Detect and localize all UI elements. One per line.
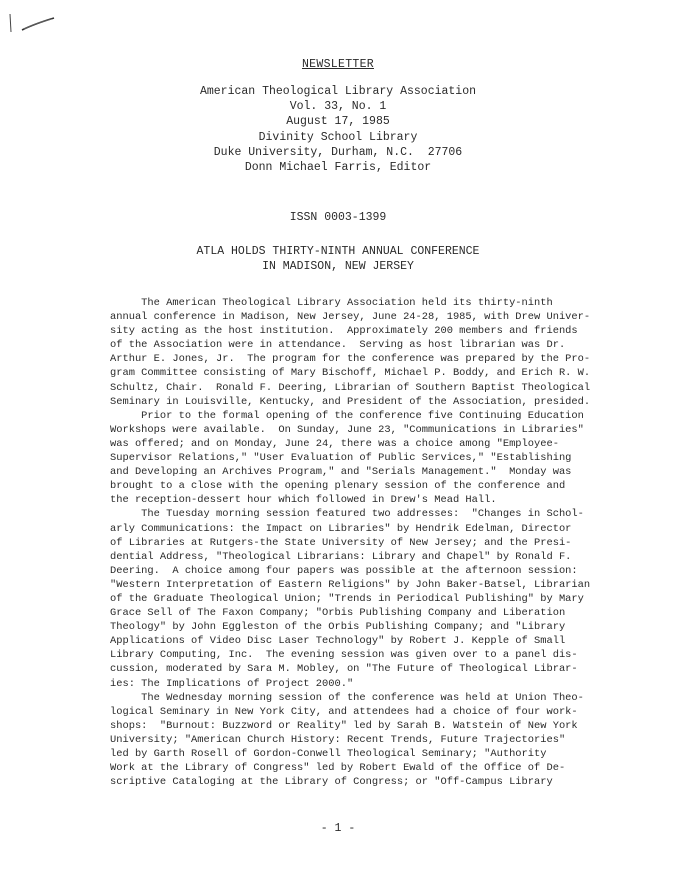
pen-stroke-mark bbox=[4, 10, 64, 40]
volume-number: Vol. 33, No. 1 bbox=[289, 100, 387, 114]
body-line: sity acting as the host institution. Approximately 200 members and friends bbox=[110, 325, 578, 338]
body-line: shops: "Burnout: Buzzword or Reality" led by Sarah B. Watstein of New York bbox=[110, 719, 578, 732]
body-line: Supervisor Relations," "User Evaluation of Public Services," "Establishing bbox=[110, 452, 572, 465]
body-line: logical Seminary in New York City, and attendees had a choice of four work- bbox=[110, 705, 578, 718]
article-headline bbox=[0, 244, 676, 274]
association-name: American Theological Library Association bbox=[199, 85, 477, 98]
body-line: scriptive Cataloging at the Library of Congress; or "Off-Campus Library bbox=[110, 776, 553, 789]
body-line: brought to a close with the opening plenary session of the conference and bbox=[110, 480, 566, 493]
body-line: Prior to the formal opening of the conference five Continuing Education bbox=[110, 409, 584, 422]
page-number: - 1 - bbox=[320, 822, 356, 835]
body-line: "Western Interpretation of Eastern Religions" by John Baker-Batsel, Librarian bbox=[110, 578, 591, 591]
library-name: Divinity School Library bbox=[258, 130, 418, 144]
body-line: The Wednesday morning session of the conference was held at Union Theo- bbox=[110, 691, 584, 704]
body-line: was offered; and on Monday, June 24, there was a choice among "Employee- bbox=[110, 437, 559, 450]
body-line: and Developing an Archives Program," and "Serials Management." Monday was bbox=[110, 466, 572, 479]
issue-date: August 17, 1985 bbox=[286, 115, 390, 129]
body-line: the reception-dessert hour which followed in Drew's Mead Hall. bbox=[110, 494, 497, 507]
body-line: arly Communications: the Impact on Libraries" by Hendrik Edelman, Director bbox=[110, 522, 572, 535]
body-line: ies: The Implications of Project 2000." bbox=[110, 677, 354, 690]
body-line: Work at the Library of Congress" led by Robert Ewald of the Office of De- bbox=[110, 762, 566, 775]
headline-line: IN MADISON, NEW JERSEY bbox=[262, 260, 414, 273]
body-line: of the Association were in attendance. Serving as host librarian was Dr. bbox=[110, 339, 566, 352]
body-line: Theology" by John Eggleston of the Orbis Publishing Company; and "Library bbox=[110, 621, 566, 634]
body-line: Grace Sell of The Faxon Company; "Orbis Publishing Company and Liberation bbox=[110, 607, 566, 620]
masthead bbox=[0, 84, 676, 175]
issn: ISSN 0003-1399 bbox=[289, 211, 387, 224]
body-line: Seminary in Louisville, Kentucky, and President of the Association, presided. bbox=[110, 395, 591, 408]
article-body bbox=[110, 296, 610, 789]
body-line: gram Committee consisting of Mary Bischoff, Michael P. Boddy, and Erich R. W. bbox=[110, 367, 591, 380]
body-line: The American Theological Library Association held its thirty-ninth bbox=[110, 297, 553, 309]
body-line: of Libraries at Rutgers-the State University of New Jersey; and the Presi- bbox=[110, 536, 572, 549]
body-line: University; "American Church History: Recent Trends, Future Trajectories" bbox=[110, 733, 566, 746]
body-line: The Tuesday morning session featured two addresses: "Changes in Schol- bbox=[110, 508, 584, 521]
body-line: of the Graduate Theological Union; "Trends in Periodical Publishing" by Mary bbox=[110, 592, 584, 605]
university-address: Duke University, Durham, N.C. 27706 bbox=[213, 145, 463, 159]
headline-line: ATLA HOLDS THIRTY-NINTH ANNUAL CONFERENCE bbox=[196, 245, 480, 258]
body-line: Schultz, Chair. Ronald F. Deering, Librarian of Southern Baptist Theological bbox=[110, 381, 591, 394]
body-line: Library Computing, Inc. The evening session was given over to a panel dis- bbox=[110, 649, 578, 662]
body-line: dential Address, "Theological Librarians: Library and Chapel" by Ronald F. bbox=[110, 550, 572, 563]
body-line: annual conference in Madison, New Jersey, June 24-28, 1985, with Drew Univer- bbox=[110, 311, 591, 324]
body-line: led by Garth Rosell of Gordon-Conwell Theological Seminary; "Authority bbox=[110, 748, 547, 760]
body-line: Deering. A choice among four papers was possible at the afternoon session: bbox=[110, 564, 578, 577]
body-line: cussion, moderated by Sara M. Mobley, on "The Future of Theological Librar- bbox=[110, 663, 578, 676]
newsletter-label: NEWSLETTER bbox=[301, 58, 374, 71]
editor-name: Donn Michael Farris, Editor bbox=[244, 161, 432, 175]
body-line: Arthur E. Jones, Jr. The program for the conference was prepared by the Pro- bbox=[110, 353, 591, 366]
body-line: Applications of Video Disc Laser Technology" by Robert J. Kepple of Small bbox=[110, 635, 566, 648]
body-line: Workshops were available. On Sunday, June 23, "Communications in Libraries" bbox=[110, 423, 584, 436]
